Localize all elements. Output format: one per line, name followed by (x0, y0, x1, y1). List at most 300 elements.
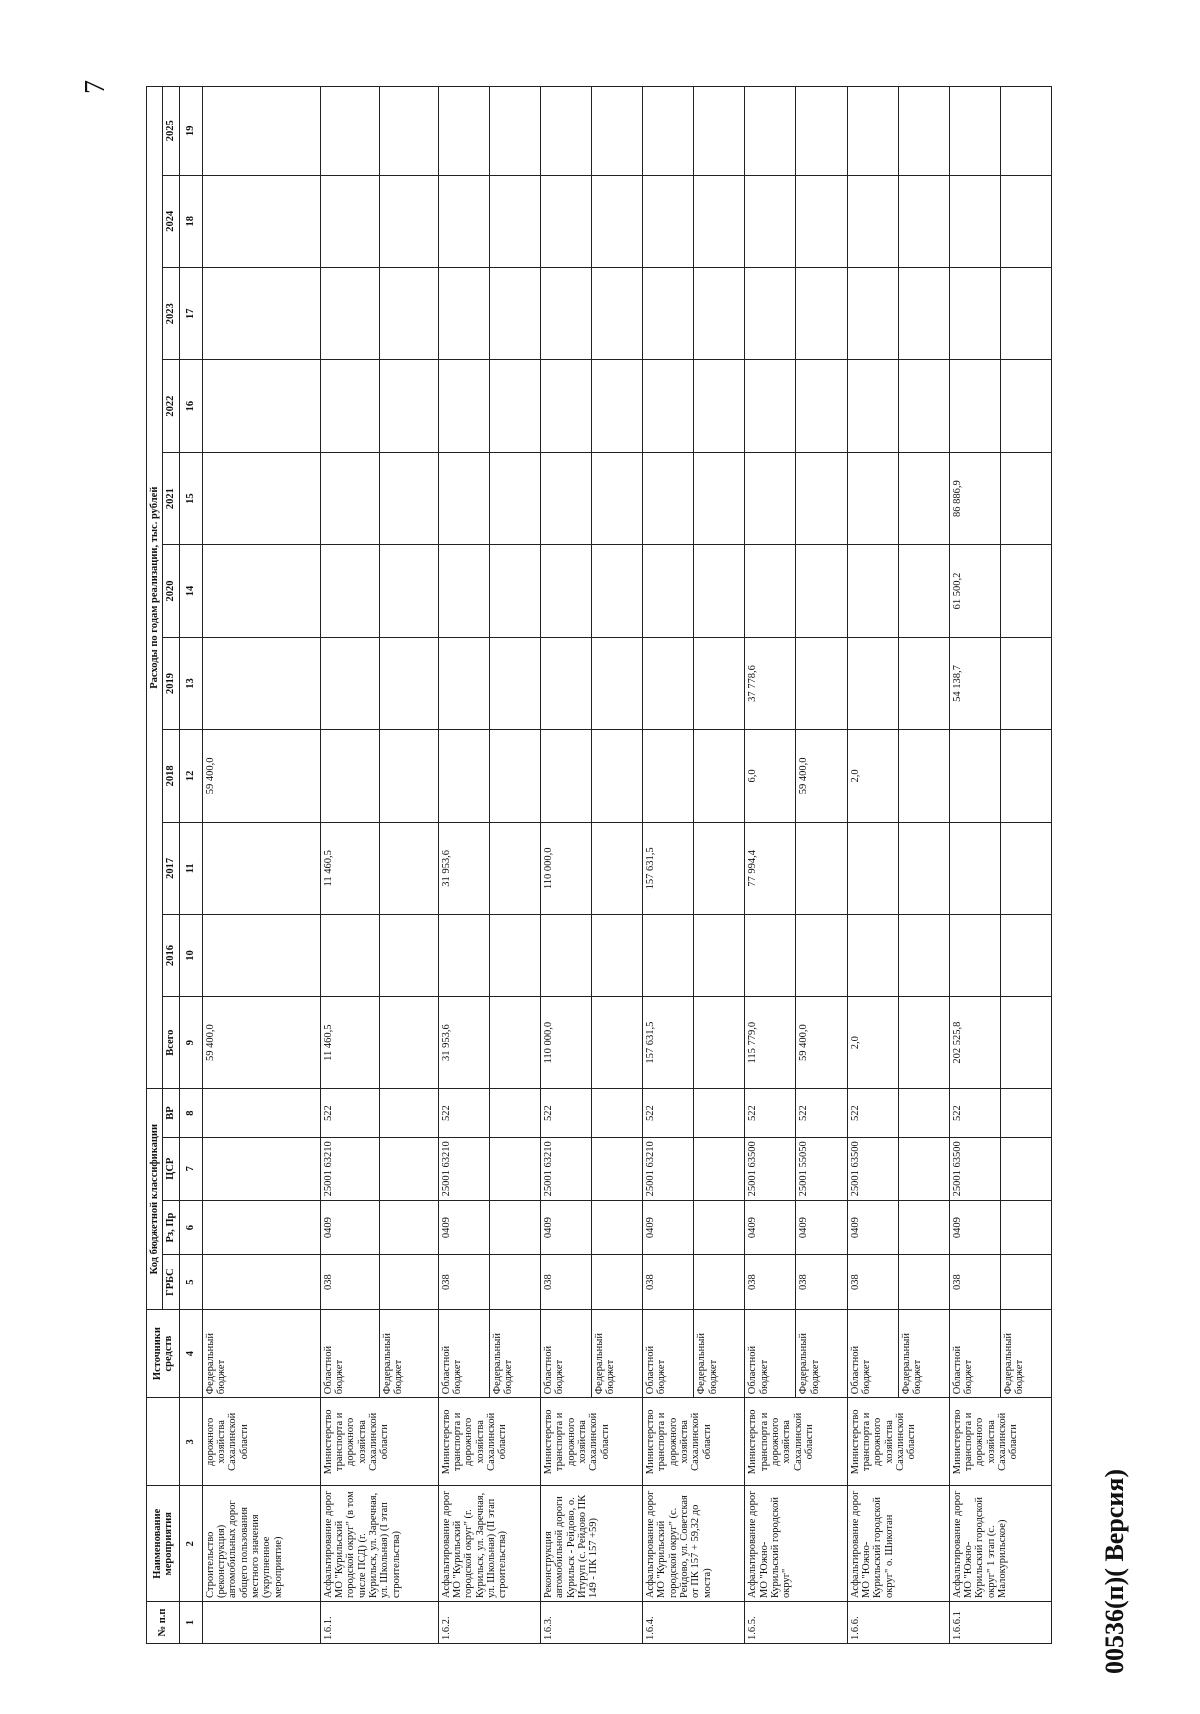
year-value (694, 637, 745, 729)
measure-name: Строительство (реконструкция) автомобильных дорог общего пользования местного значения (укрупненное мероприятие) (202, 1486, 320, 1602)
year-value (1000, 545, 1051, 637)
year-value (592, 267, 643, 359)
funding-source: Областной бюджет (320, 1309, 379, 1397)
total-value (1000, 996, 1051, 1088)
header-year: 2025 (163, 87, 179, 176)
year-value (1000, 637, 1051, 729)
total-value: 202 525,8 (949, 996, 1000, 1088)
funding-source: Федеральный бюджет (379, 1309, 438, 1397)
grbs-code (489, 1255, 540, 1310)
year-value (847, 175, 898, 267)
year-value (643, 915, 694, 997)
measure-name: Асфальтирование дорог МО "Южно-Курильский городской округ" 1 этап (с. Малокурильское) (949, 1486, 1051, 1602)
year-value (320, 267, 379, 359)
total-value: 31 953,6 (438, 996, 489, 1088)
column-number: 11 (179, 822, 202, 914)
table-row (202, 87, 320, 1644)
csr-code: 25001 63500 (949, 1137, 1000, 1200)
year-value (694, 87, 745, 176)
year-value (438, 360, 489, 452)
measure-name: Асфальтирование дорог МО "Курильский городской округ" (с. Рейдово, ул. Советская от ПК 157 + 59,32 до моста) (643, 1486, 745, 1602)
year-value (379, 915, 438, 997)
measure-name: Асфальтирование дорог МО "Курильский городской округ" (г. Курильск, ул. Заречная, ул. Школьная) (II этап строительства) (438, 1486, 540, 1602)
column-number: 14 (179, 545, 202, 637)
rzpr-code (694, 1200, 745, 1255)
column-number: 8 (179, 1089, 202, 1137)
grbs-code (379, 1255, 438, 1310)
header-executor (147, 1398, 180, 1486)
year-value (379, 87, 438, 176)
year-value (796, 637, 847, 729)
year-value (898, 822, 949, 914)
csr-code: 25001 63210 (540, 1137, 591, 1200)
vr-code: 522 (540, 1089, 591, 1137)
year-value (320, 915, 379, 997)
rzpr-code: 0409 (949, 1200, 1000, 1255)
table-row (847, 87, 898, 1644)
rzpr-code: 0409 (540, 1200, 591, 1255)
year-value (202, 822, 320, 914)
vr-code: 522 (847, 1089, 898, 1137)
header-grbs: ГРБС (163, 1255, 179, 1310)
executor: Министерство транспорта и дорожного хозяйства Сахалинской области (438, 1398, 540, 1486)
funding-source: Федеральный бюджет (202, 1309, 320, 1397)
year-value (540, 915, 591, 997)
year-value (540, 360, 591, 452)
vr-code: 522 (796, 1089, 847, 1137)
year-value (694, 915, 745, 997)
year-value: 37 778,6 (745, 637, 796, 729)
year-value (438, 545, 489, 637)
year-value (320, 175, 379, 267)
year-value (745, 360, 796, 452)
csr-code (898, 1137, 949, 1200)
year-value (592, 452, 643, 544)
header-year: 2022 (163, 360, 179, 452)
year-value (745, 87, 796, 176)
vr-code: 522 (643, 1089, 694, 1137)
column-number: 17 (179, 267, 202, 359)
year-value (949, 175, 1000, 267)
csr-code: 25001 63500 (847, 1137, 898, 1200)
year-value: 59 400,0 (796, 730, 847, 822)
year-value (949, 730, 1000, 822)
grbs-code: 038 (745, 1255, 796, 1310)
total-value: 2,0 (847, 996, 898, 1088)
year-value: 11 460,5 (320, 822, 379, 914)
column-number: 12 (179, 730, 202, 822)
year-value (540, 267, 591, 359)
vr-code (489, 1089, 540, 1137)
year-value (745, 267, 796, 359)
grbs-code (592, 1255, 643, 1310)
header-csr: ЦСР (163, 1137, 179, 1200)
grbs-code: 038 (796, 1255, 847, 1310)
year-value (847, 87, 898, 176)
funding-source: Областной бюджет (847, 1309, 898, 1397)
year-value (796, 545, 847, 637)
header-year: 2017 (163, 822, 179, 914)
csr-code (489, 1137, 540, 1200)
measure-name: Асфальтирование дорог МО "Южно-Курильский городской округ" (745, 1486, 847, 1602)
year-value (898, 175, 949, 267)
year-value: 59 400,0 (202, 730, 320, 822)
year-value (379, 730, 438, 822)
year-value (202, 267, 320, 359)
year-value (949, 915, 1000, 997)
csr-code: 25001 63210 (643, 1137, 694, 1200)
csr-code (694, 1137, 745, 1200)
executor: Министерство транспорта и дорожного хозяйства Сахалинской области (949, 1398, 1051, 1486)
year-value (592, 730, 643, 822)
grbs-code: 038 (949, 1255, 1000, 1310)
row-number: 1.6.4. (643, 1601, 745, 1643)
year-value (1000, 87, 1051, 176)
grbs-code (898, 1255, 949, 1310)
vr-code (202, 1089, 320, 1137)
total-value: 11 460,5 (320, 996, 379, 1088)
funding-source: Федеральный бюджет (694, 1309, 745, 1397)
header-vr: ВР (163, 1089, 179, 1137)
vr-code: 522 (949, 1089, 1000, 1137)
year-value (489, 545, 540, 637)
year-value (202, 87, 320, 176)
rzpr-code (592, 1200, 643, 1255)
year-value (643, 545, 694, 637)
funding-source: Федеральный бюджет (489, 1309, 540, 1397)
year-value (320, 545, 379, 637)
row-number: 1.6.1. (320, 1601, 438, 1643)
column-number: 1 (179, 1601, 202, 1643)
total-value (592, 996, 643, 1088)
header-year: 2019 (163, 637, 179, 729)
year-value (745, 915, 796, 997)
year-value (694, 360, 745, 452)
row-number (202, 1601, 320, 1643)
year-value (694, 452, 745, 544)
grbs-code: 038 (540, 1255, 591, 1310)
year-value (592, 87, 643, 176)
year-value (438, 730, 489, 822)
measure-name: Асфальтирование дорог МО "Курильский городской округ" (в том числе ПСД) (г. Курильск, ул. Заречная, ул. Школьная) (I этап строительства) (320, 1486, 438, 1602)
year-value (745, 545, 796, 637)
year-value (796, 87, 847, 176)
budget-table (146, 86, 1052, 1644)
year-value (438, 87, 489, 176)
total-value (898, 996, 949, 1088)
column-number: 15 (179, 452, 202, 544)
year-value (540, 545, 591, 637)
year-value (694, 175, 745, 267)
column-number: 3 (179, 1398, 202, 1486)
year-value (796, 915, 847, 997)
year-value (1000, 267, 1051, 359)
executor: Министерство транспорта и дорожного хозяйства Сахалинской области (540, 1398, 642, 1486)
column-number: 19 (179, 87, 202, 176)
row-number: 1.6.6.1 (949, 1601, 1051, 1643)
header-year: 2021 (163, 452, 179, 544)
year-value: 61 500,2 (949, 545, 1000, 637)
year-value (540, 452, 591, 544)
header-no: № п.п (147, 1601, 180, 1643)
rzpr-code (898, 1200, 949, 1255)
funding-source: Федеральный бюджет (592, 1309, 643, 1397)
year-value (898, 730, 949, 822)
year-value (643, 175, 694, 267)
column-number: 6 (179, 1200, 202, 1255)
year-value (796, 360, 847, 452)
funding-source: Областной бюджет (540, 1309, 591, 1397)
total-value (489, 996, 540, 1088)
csr-code: 25001 63210 (320, 1137, 379, 1200)
year-value (847, 267, 898, 359)
rzpr-code: 0409 (847, 1200, 898, 1255)
column-numbers-row (179, 87, 202, 1644)
year-value (1000, 360, 1051, 452)
total-value: 59 400,0 (796, 996, 847, 1088)
year-value (847, 360, 898, 452)
grbs-code: 038 (320, 1255, 379, 1310)
grbs-code (1000, 1255, 1051, 1310)
funding-source: Областной бюджет (745, 1309, 796, 1397)
header-name: Наименование мероприятия (147, 1486, 180, 1602)
year-value (1000, 175, 1051, 267)
vr-code: 522 (745, 1089, 796, 1137)
year-value (898, 87, 949, 176)
csr-code (592, 1137, 643, 1200)
year-value: 31 953,6 (438, 822, 489, 914)
rzpr-code: 0409 (796, 1200, 847, 1255)
year-value (379, 175, 438, 267)
table-row (745, 87, 796, 1644)
executor: Министерство транспорта и дорожного хозяйства Сахалинской области (847, 1398, 949, 1486)
year-value (643, 267, 694, 359)
year-value (643, 452, 694, 544)
year-value (320, 87, 379, 176)
year-value (438, 267, 489, 359)
funding-source: Областной бюджет (643, 1309, 694, 1397)
column-number: 4 (179, 1309, 202, 1397)
year-value (847, 637, 898, 729)
year-value (438, 452, 489, 544)
year-value (796, 452, 847, 544)
budget-table-container (146, 86, 1052, 1644)
header-year: 2023 (163, 267, 179, 359)
row-number: 1.6.5. (745, 1601, 847, 1643)
year-value (202, 545, 320, 637)
year-value (796, 822, 847, 914)
year-value (489, 175, 540, 267)
year-value (489, 730, 540, 822)
row-number: 1.6.3. (540, 1601, 642, 1643)
year-value (745, 175, 796, 267)
table-row (320, 87, 379, 1644)
funding-source: Федеральный бюджет (796, 1309, 847, 1397)
year-value (540, 175, 591, 267)
year-value (1000, 452, 1051, 544)
year-value (949, 267, 1000, 359)
year-value (540, 87, 591, 176)
total-value: 157 631,5 (643, 996, 694, 1088)
document-id: 00536(п)( Версия) (1100, 1468, 1129, 1674)
vr-code (1000, 1089, 1051, 1137)
year-value (847, 545, 898, 637)
year-value: 86 886,9 (949, 452, 1000, 544)
header-year: 2024 (163, 175, 179, 267)
year-value (592, 545, 643, 637)
row-number: 1.6.6. (847, 1601, 949, 1643)
csr-code: 25001 63500 (745, 1137, 796, 1200)
year-value (898, 452, 949, 544)
column-number: 5 (179, 1255, 202, 1310)
measure-name: Асфальтирование дорог МО "Южно-Курильский городской округ" о. Шикотан (847, 1486, 949, 1602)
year-value: 110 000,0 (540, 822, 591, 914)
rzpr-code (1000, 1200, 1051, 1255)
year-value (592, 637, 643, 729)
rzpr-code (202, 1200, 320, 1255)
csr-code (202, 1137, 320, 1200)
year-value (320, 452, 379, 544)
total-value (379, 996, 438, 1088)
grbs-code: 038 (847, 1255, 898, 1310)
year-value (643, 87, 694, 176)
year-value (643, 360, 694, 452)
year-value (202, 360, 320, 452)
year-value (489, 267, 540, 359)
column-number: 2 (179, 1486, 202, 1602)
rzpr-code (379, 1200, 438, 1255)
year-value (592, 175, 643, 267)
year-value (898, 267, 949, 359)
vr-code: 522 (438, 1089, 489, 1137)
rzpr-code: 0409 (438, 1200, 489, 1255)
year-value (643, 730, 694, 822)
csr-code: 25001 55050 (796, 1137, 847, 1200)
funding-source: Федеральный бюджет (898, 1309, 949, 1397)
csr-code (1000, 1137, 1051, 1200)
rzpr-code: 0409 (643, 1200, 694, 1255)
year-value (694, 545, 745, 637)
vr-code (379, 1089, 438, 1137)
year-value (847, 452, 898, 544)
funding-source: Федеральный бюджет (1000, 1309, 1051, 1397)
year-value (898, 915, 949, 997)
year-value (643, 637, 694, 729)
header-year: 2018 (163, 730, 179, 822)
executor: дорожного хозяйства Сахалинской области (202, 1398, 320, 1486)
year-value (540, 637, 591, 729)
year-value (949, 87, 1000, 176)
executor: Министерство транспорта и дорожного хозяйства Сахалинской области (320, 1398, 438, 1486)
year-value (202, 637, 320, 729)
year-value (379, 267, 438, 359)
year-value: 77 994,4 (745, 822, 796, 914)
year-value (379, 822, 438, 914)
column-number: 13 (179, 637, 202, 729)
year-value (592, 360, 643, 452)
year-value (489, 360, 540, 452)
executor: Министерство транспорта и дорожного хозяйства Сахалинской области (745, 1398, 847, 1486)
grbs-code (202, 1255, 320, 1310)
table-row (643, 87, 694, 1644)
vr-code (898, 1089, 949, 1137)
column-number: 9 (179, 996, 202, 1088)
year-value: 157 631,5 (643, 822, 694, 914)
funding-source: Областной бюджет (438, 1309, 489, 1397)
measure-name: Реконструкция автомобильной дороги Курильск - Рейдово, о. Итуруп (с. Рейдово ПК 149 - ПК 157 +59) (540, 1486, 642, 1602)
page-number: 7 (80, 80, 111, 94)
header-rzpr: Рз, Пр (163, 1200, 179, 1255)
year-value (438, 637, 489, 729)
rzpr-code (489, 1200, 540, 1255)
year-value (898, 545, 949, 637)
year-value (438, 915, 489, 997)
year-value (202, 452, 320, 544)
year-value (796, 175, 847, 267)
table-row (540, 87, 591, 1644)
year-value (489, 452, 540, 544)
header-total: Всего (163, 996, 179, 1088)
year-value (489, 915, 540, 997)
year-value (320, 730, 379, 822)
rzpr-code: 0409 (745, 1200, 796, 1255)
column-number: 7 (179, 1137, 202, 1200)
year-value (694, 267, 745, 359)
year-value (320, 637, 379, 729)
grbs-code: 038 (643, 1255, 694, 1310)
year-value: 2,0 (847, 730, 898, 822)
year-value (379, 452, 438, 544)
year-value (898, 637, 949, 729)
header-expenses: Расходы по годам реализации, тыс. рублей (147, 87, 163, 1089)
year-value (847, 822, 898, 914)
year-value: 6,0 (745, 730, 796, 822)
year-value (796, 267, 847, 359)
year-value (379, 545, 438, 637)
vr-code: 522 (320, 1089, 379, 1137)
total-value: 110 000,0 (540, 996, 591, 1088)
year-value (202, 915, 320, 997)
year-value (1000, 915, 1051, 997)
vr-code (592, 1089, 643, 1137)
year-value (694, 730, 745, 822)
row-number: 1.6.2. (438, 1601, 540, 1643)
header-row-1 (147, 87, 163, 1644)
year-value (592, 822, 643, 914)
funding-source: Областной бюджет (949, 1309, 1000, 1397)
year-value (438, 175, 489, 267)
vr-code (694, 1089, 745, 1137)
column-number: 16 (179, 360, 202, 452)
csr-code (379, 1137, 438, 1200)
year-value (949, 822, 1000, 914)
year-value: 54 138,7 (949, 637, 1000, 729)
header-sources: Источники средств (147, 1309, 180, 1397)
total-value: 115 779,0 (745, 996, 796, 1088)
year-value (898, 360, 949, 452)
year-value (592, 915, 643, 997)
year-value (949, 360, 1000, 452)
year-value (1000, 730, 1051, 822)
year-value (202, 175, 320, 267)
csr-code: 25001 63210 (438, 1137, 489, 1200)
year-value (379, 637, 438, 729)
year-value (694, 822, 745, 914)
year-value (540, 730, 591, 822)
year-value (489, 87, 540, 176)
year-value (489, 822, 540, 914)
table-row (949, 87, 1000, 1644)
